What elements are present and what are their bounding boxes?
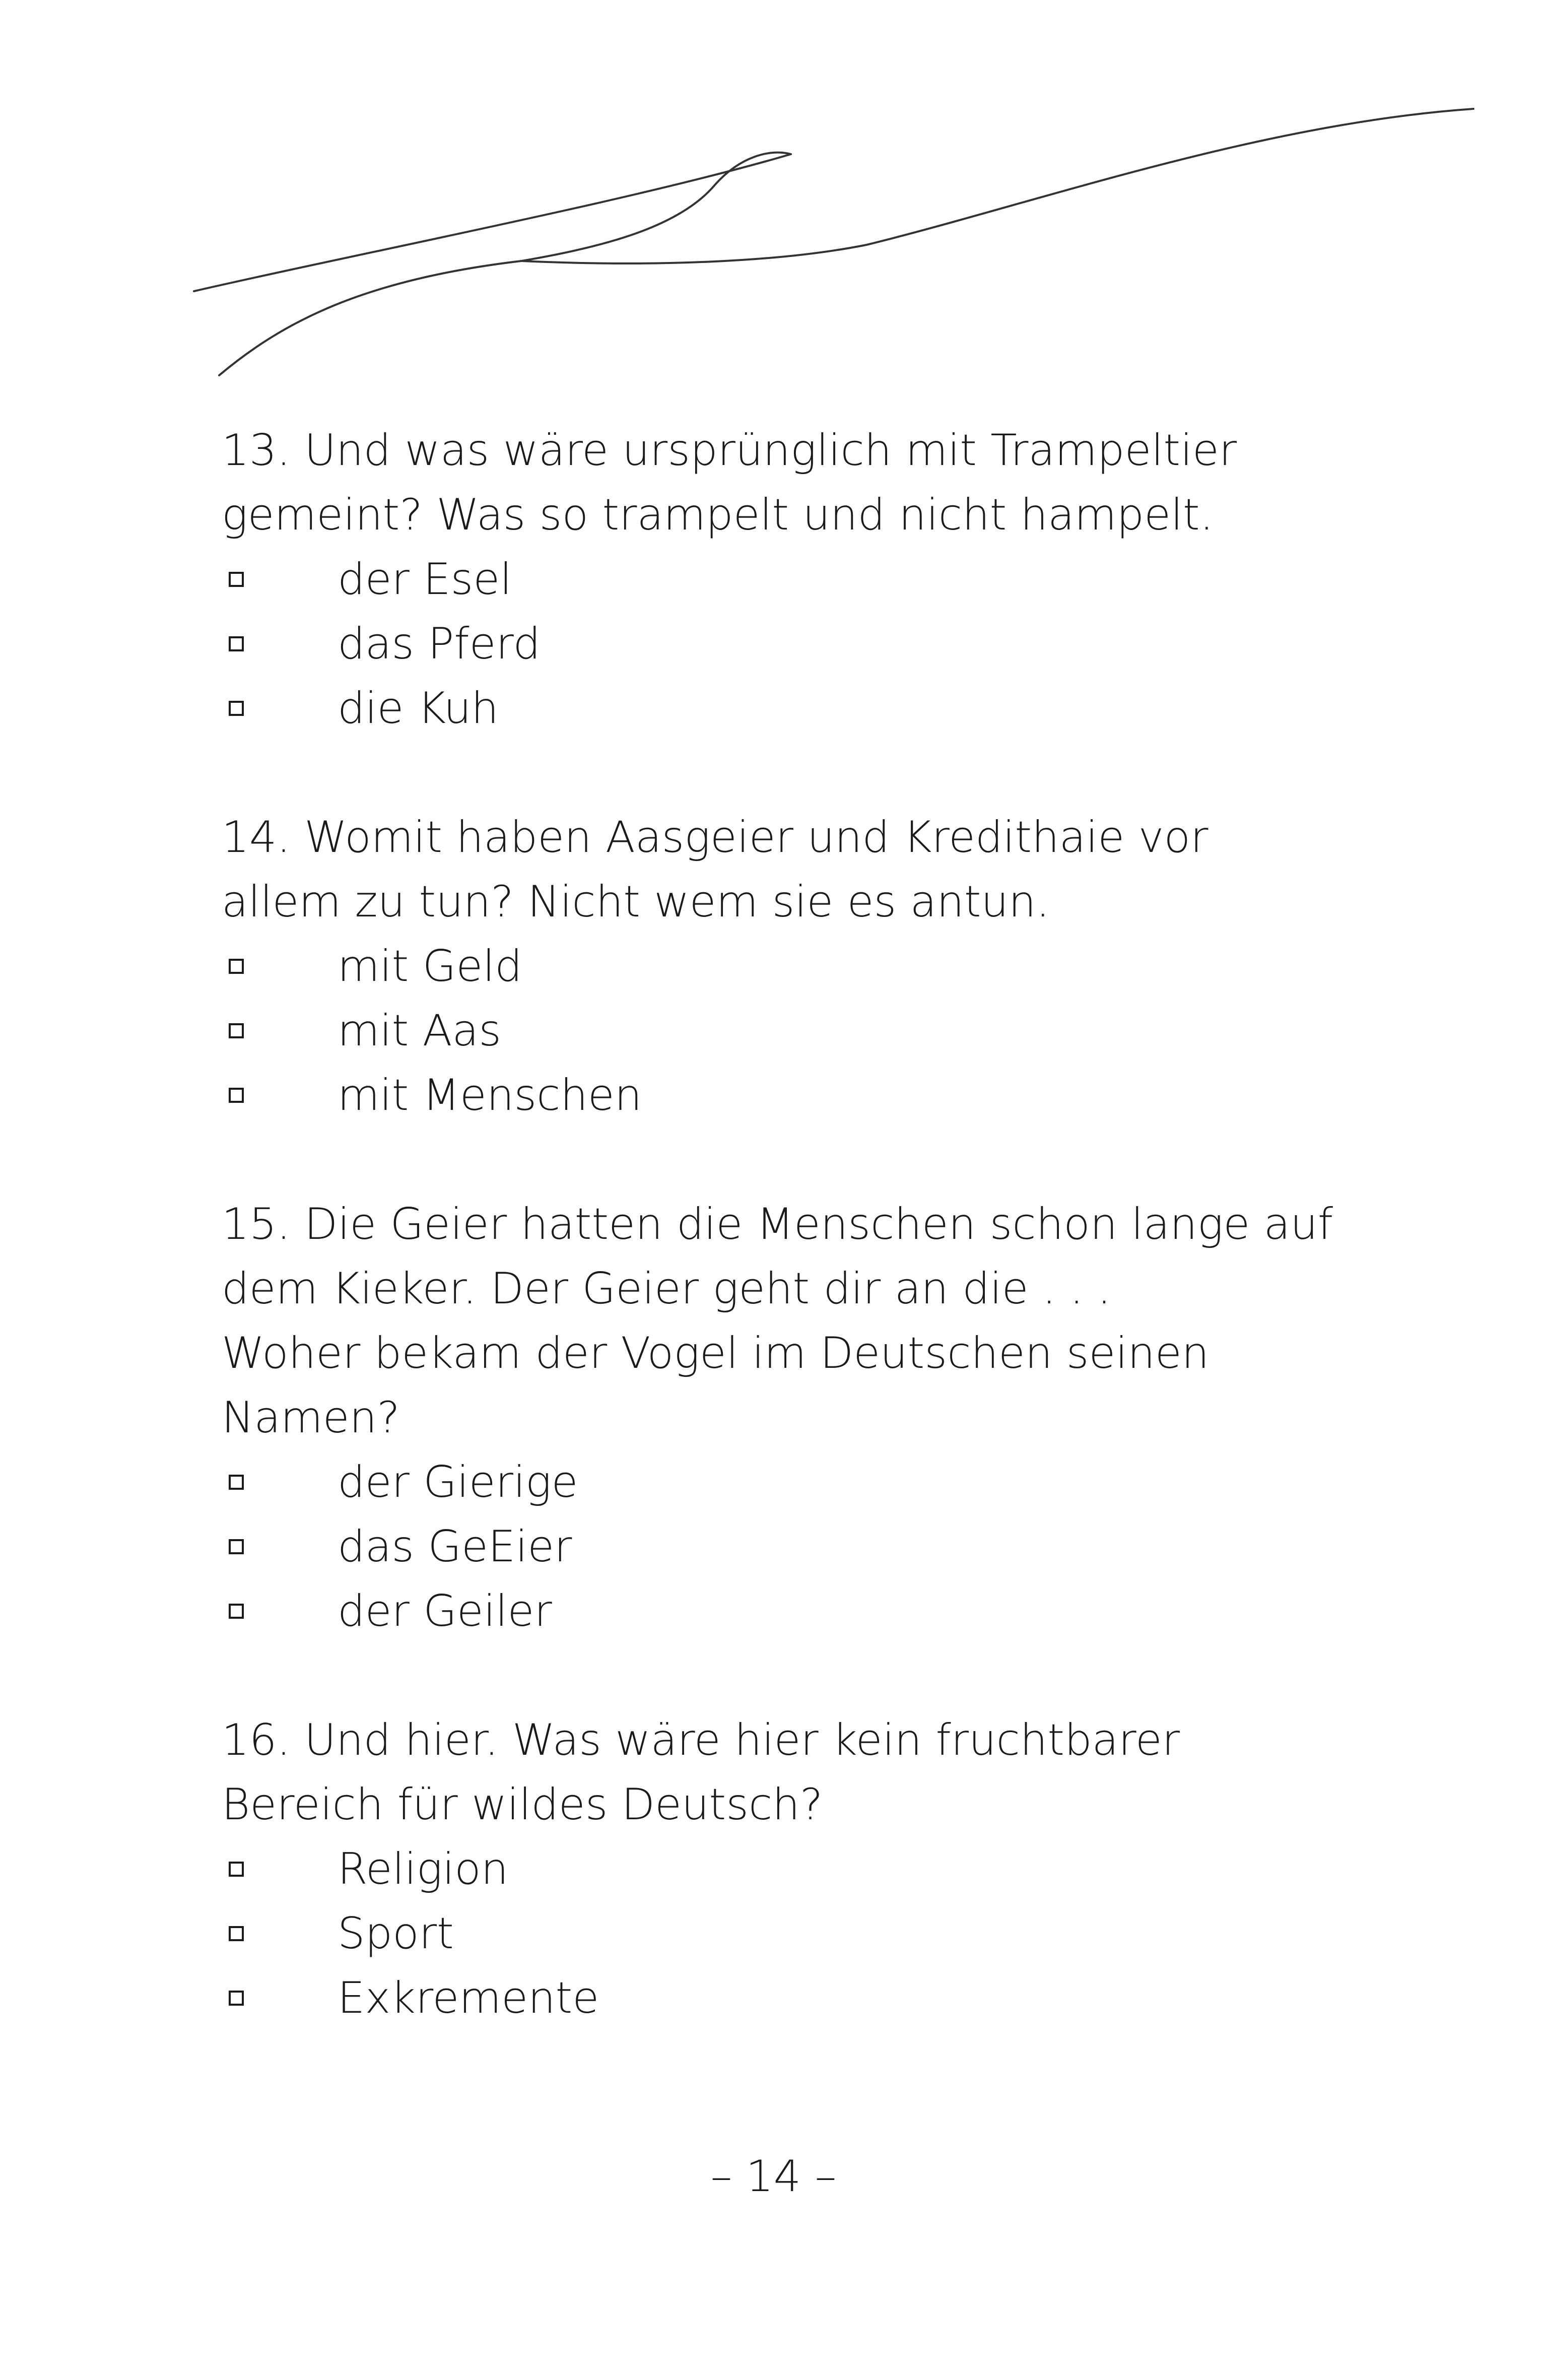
checkbox-icon[interactable] <box>229 1475 244 1490</box>
option-label: der Gierige <box>338 1457 578 1507</box>
question-14 <box>222 805 1350 1128</box>
question-line: allem zu tun? Nicht wem sie es antun. <box>222 877 1050 927</box>
option-label: mit Menschen <box>338 1070 642 1120</box>
question-text <box>222 1708 1350 1837</box>
option-label: Religion <box>338 1844 509 1894</box>
option-label: mit Aas <box>338 1006 502 1056</box>
checkbox-icon[interactable] <box>229 1088 244 1103</box>
question-line: Namen? <box>222 1393 400 1443</box>
option-label: die Kuh <box>338 683 499 734</box>
checkbox-icon[interactable] <box>229 636 244 651</box>
page-number: – 14 – <box>710 2151 837 2202</box>
answer-options <box>222 934 1350 1128</box>
question-line: 16. Und hier. Was wäre hier kein fruchtbarer <box>222 1715 1180 1765</box>
question-line: 15. Die Geier hatten die Menschen schon lange auf <box>222 1199 1333 1249</box>
question-text <box>222 1192 1350 1450</box>
answer-option <box>222 934 1350 999</box>
question-line: Woher bekam der Vogel im Deutschen seinen <box>222 1328 1209 1378</box>
answer-option <box>222 1063 1350 1128</box>
checkbox-icon[interactable] <box>229 701 244 716</box>
answer-options <box>222 1450 1350 1643</box>
option-label: Sport <box>338 1908 454 1959</box>
question-text <box>222 418 1350 547</box>
option-label: mit Geld <box>338 941 522 991</box>
answer-option <box>222 1579 1350 1643</box>
answer-option <box>222 547 1350 612</box>
question-line: dem Kieker. Der Geier geht dir an die . . . <box>222 1264 1111 1314</box>
question-text <box>222 805 1350 934</box>
option-label: das GeEier <box>338 1522 572 1572</box>
checkbox-icon[interactable] <box>229 1023 244 1038</box>
answer-option <box>222 1901 1350 1966</box>
question-line: 14. Womit haben Aasgeier und Kredithaie vor <box>222 812 1208 863</box>
checkbox-icon[interactable] <box>229 1539 244 1554</box>
answer-option <box>222 1514 1350 1579</box>
checkbox-icon[interactable] <box>229 1862 244 1877</box>
decorative-swash-icon <box>0 0 1547 403</box>
question-line: 13. Und was wäre ursprünglich mit Trampeltier <box>222 425 1237 476</box>
checkbox-icon[interactable] <box>229 959 244 974</box>
answer-options <box>222 547 1350 741</box>
checkbox-icon[interactable] <box>229 1604 244 1619</box>
checkbox-icon[interactable] <box>229 1926 244 1941</box>
option-label: Exkremente <box>338 1973 599 2023</box>
answer-option <box>222 1450 1350 1514</box>
answer-option <box>222 999 1350 1063</box>
question-line: Bereich für wildes Deutsch? <box>222 1779 823 1830</box>
answer-option <box>222 1966 1350 2030</box>
answer-option <box>222 676 1350 741</box>
checkbox-icon[interactable] <box>229 572 244 587</box>
question-16 <box>222 1708 1350 2030</box>
option-label: das Pferd <box>338 619 541 669</box>
answer-options <box>222 1837 1350 2030</box>
quiz-content <box>222 418 1350 2095</box>
answer-option <box>222 1837 1350 1901</box>
question-line: gemeint? Was so trampelt und nicht hampelt. <box>222 490 1214 540</box>
option-label: der Esel <box>338 554 512 605</box>
question-15 <box>222 1192 1350 1643</box>
question-13 <box>222 418 1350 741</box>
answer-option <box>222 612 1350 676</box>
option-label: der Geiler <box>338 1586 552 1636</box>
checkbox-icon[interactable] <box>229 1991 244 2006</box>
